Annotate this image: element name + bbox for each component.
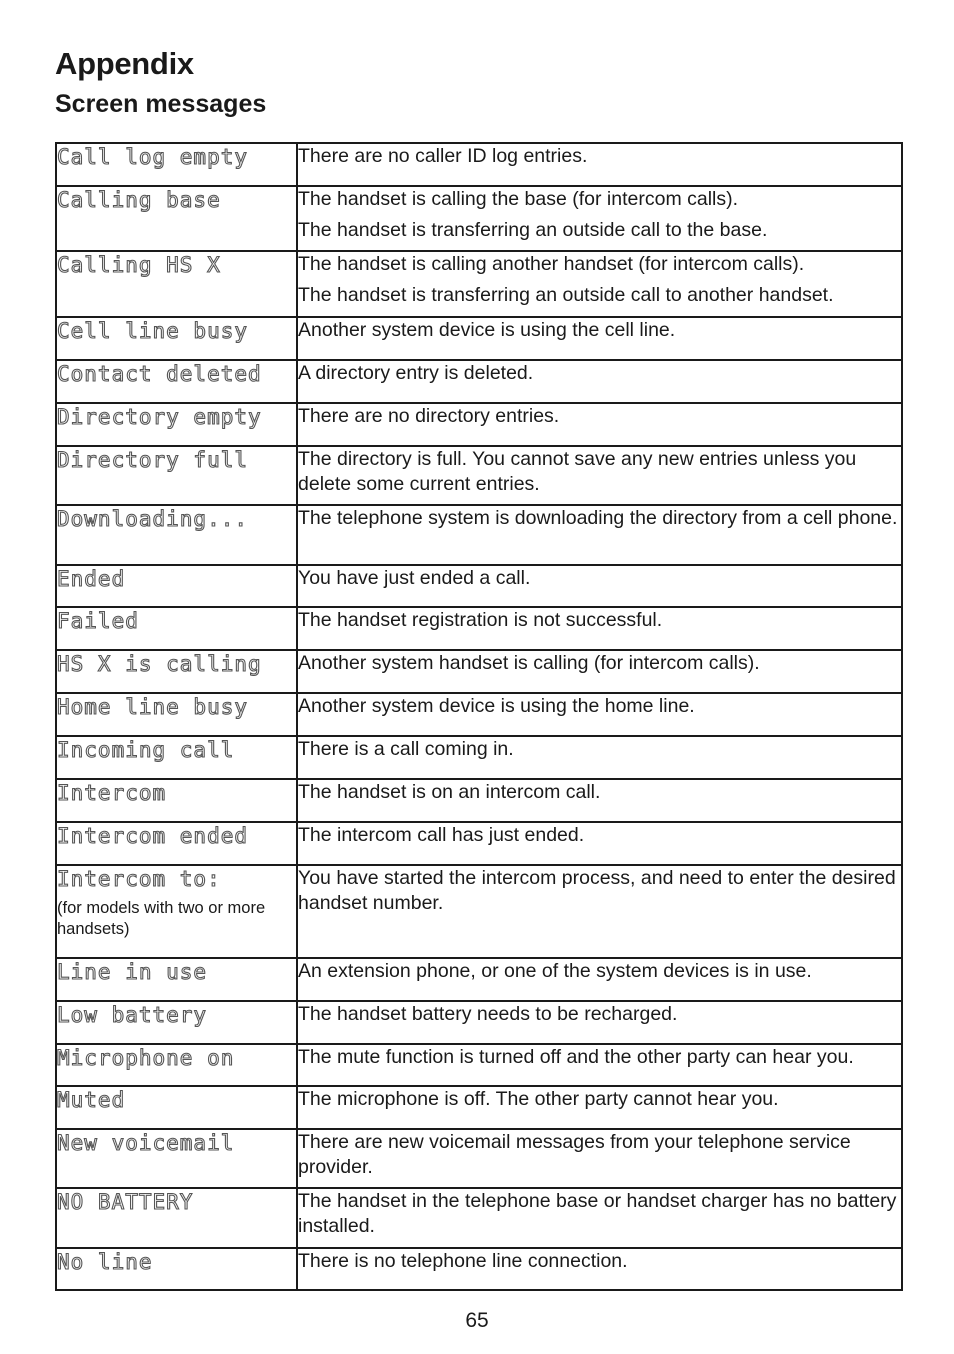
table-row bbox=[56, 607, 902, 650]
description-text: You have started the intercom process, and need to enter the desired handset number. bbox=[298, 867, 896, 914]
description-text: A directory entry is deleted. bbox=[298, 362, 534, 384]
screen-messages-table bbox=[55, 142, 903, 1291]
screen-message-text: Ended bbox=[57, 567, 126, 591]
description-cell bbox=[297, 1188, 902, 1248]
description-cell bbox=[297, 1001, 902, 1044]
description-cell bbox=[297, 779, 902, 822]
description-text: The mute function is turned off and the other party can hear you. bbox=[298, 1046, 854, 1068]
screen-message-cell bbox=[56, 446, 297, 505]
table-row bbox=[56, 505, 902, 565]
table-row bbox=[56, 251, 902, 317]
description-cell bbox=[297, 317, 902, 360]
screen-message-cell bbox=[56, 565, 297, 607]
screen-message-text: Directory empty bbox=[57, 405, 262, 429]
description-cell bbox=[297, 650, 902, 693]
screen-message-text: Calling HS X bbox=[57, 253, 221, 277]
screen-message-cell bbox=[56, 360, 297, 403]
description-text: There is no telephone line connection. bbox=[298, 1250, 628, 1272]
table-row bbox=[56, 1044, 902, 1086]
table-row bbox=[56, 865, 902, 958]
description-text: An extension phone, or one of the system devices is in use. bbox=[298, 960, 812, 982]
table-row bbox=[56, 693, 902, 736]
description-text: The telephone system is downloading the directory from a cell phone. bbox=[298, 507, 898, 529]
description-cell bbox=[297, 607, 902, 650]
description-cell bbox=[297, 565, 902, 607]
table-row bbox=[56, 446, 902, 505]
screen-message-text: Failed bbox=[57, 609, 139, 633]
screen-message-cell bbox=[56, 317, 297, 360]
screen-message-cell bbox=[56, 1044, 297, 1086]
description-cell bbox=[297, 403, 902, 446]
screen-message-cell bbox=[56, 1001, 297, 1044]
table-row bbox=[56, 1248, 902, 1290]
screen-message-cell bbox=[56, 693, 297, 736]
description-cell bbox=[297, 446, 902, 505]
screen-message-cell bbox=[56, 403, 297, 446]
description-text: The directory is full. You cannot save any new entries unless you delete some current entries. bbox=[298, 448, 857, 495]
screen-message-text: Call log empty bbox=[57, 145, 249, 169]
table-row bbox=[56, 143, 902, 186]
description-cell bbox=[297, 360, 902, 403]
table-row bbox=[56, 565, 902, 607]
page-title: Appendix bbox=[55, 46, 194, 81]
screen-message-cell bbox=[56, 822, 297, 865]
description-text: Another system device is using the home line. bbox=[298, 695, 695, 717]
screen-message-text: Directory full bbox=[57, 448, 249, 472]
description-cell bbox=[297, 251, 902, 317]
table-row bbox=[56, 360, 902, 403]
description-cell bbox=[297, 1248, 902, 1290]
screen-message-cell bbox=[56, 505, 297, 565]
table-row bbox=[56, 1001, 902, 1044]
description-text: You have just ended a call. bbox=[298, 567, 531, 589]
table-row bbox=[56, 403, 902, 446]
screen-message-cell bbox=[56, 186, 297, 251]
description-text: The handset is transferring an outside call to the base. bbox=[298, 219, 768, 241]
description-cell bbox=[297, 822, 902, 865]
description-text: The handset battery needs to be recharged. bbox=[298, 1003, 678, 1025]
screen-message-cell bbox=[56, 251, 297, 317]
screen-message-cell bbox=[56, 958, 297, 1001]
description-text: The handset is calling the base (for intercom calls). bbox=[298, 188, 739, 210]
screen-message-text: Contact deleted bbox=[57, 362, 262, 386]
screen-message-text: NO BATTERY bbox=[57, 1190, 194, 1214]
page-number: 65 bbox=[465, 1309, 489, 1332]
screen-message-cell bbox=[56, 1248, 297, 1290]
description-cell bbox=[297, 1086, 902, 1129]
screen-message-text: Intercom bbox=[57, 781, 167, 805]
screen-message-text: No line bbox=[57, 1250, 153, 1274]
table-row bbox=[56, 736, 902, 779]
table-row bbox=[56, 186, 902, 251]
description-text: The microphone is off. The other party cannot hear you. bbox=[298, 1088, 779, 1110]
screen-message-cell bbox=[56, 865, 297, 958]
description-text: The handset registration is not successful. bbox=[298, 609, 663, 631]
screen-message-cell bbox=[56, 779, 297, 822]
description-text: The handset is transferring an outside call to another handset. bbox=[298, 284, 834, 306]
description-cell bbox=[297, 186, 902, 251]
screen-message-text: Low battery bbox=[57, 1003, 208, 1027]
screen-message-text: New voicemail bbox=[57, 1131, 235, 1155]
description-cell bbox=[297, 736, 902, 779]
screen-message-note: (for models with two or more handsets) bbox=[57, 899, 266, 938]
screen-message-text: Downloading... bbox=[57, 507, 249, 531]
screen-message-cell bbox=[56, 1129, 297, 1188]
description-cell bbox=[297, 505, 902, 565]
screen-message-text: Calling base bbox=[57, 188, 221, 212]
screen-message-cell bbox=[56, 736, 297, 779]
screen-message-text: HS X is calling bbox=[57, 652, 262, 676]
screen-message-text: Muted bbox=[57, 1088, 126, 1112]
description-text: The handset is on an intercom call. bbox=[298, 781, 601, 803]
description-text: There are no directory entries. bbox=[298, 405, 560, 427]
description-cell bbox=[297, 1129, 902, 1188]
screen-message-text: Intercom to: bbox=[57, 867, 221, 891]
screen-message-text: Incoming call bbox=[57, 738, 235, 762]
description-cell bbox=[297, 1044, 902, 1086]
screen-message-text: Microphone on bbox=[57, 1046, 235, 1070]
description-text: There are new voicemail messages from your telephone service provider. bbox=[298, 1131, 851, 1178]
table-row bbox=[56, 650, 902, 693]
table-body bbox=[56, 143, 902, 1290]
screen-message-cell bbox=[56, 143, 297, 186]
table-row bbox=[56, 1086, 902, 1129]
description-text: There is a call coming in. bbox=[298, 738, 514, 760]
description-text: The intercom call has just ended. bbox=[298, 824, 585, 846]
table-row bbox=[56, 317, 902, 360]
description-cell bbox=[297, 958, 902, 1001]
screen-message-cell bbox=[56, 1188, 297, 1248]
table-row bbox=[56, 1129, 902, 1188]
description-cell bbox=[297, 693, 902, 736]
screen-message-text: Home line busy bbox=[57, 695, 249, 719]
screen-message-cell bbox=[56, 1086, 297, 1129]
description-text: The handset in the telephone base or handset charger has no battery installed. bbox=[298, 1190, 897, 1237]
description-cell bbox=[297, 865, 902, 958]
screen-message-text: Line in use bbox=[57, 960, 208, 984]
screen-message-cell bbox=[56, 650, 297, 693]
screen-message-text: Cell line busy bbox=[57, 319, 249, 343]
table-row bbox=[56, 1188, 902, 1248]
description-cell bbox=[297, 143, 902, 186]
table-row bbox=[56, 958, 902, 1001]
section-title: Screen messages bbox=[55, 90, 267, 118]
screen-message-text: Intercom ended bbox=[57, 824, 249, 848]
description-text: Another system handset is calling (for intercom calls). bbox=[298, 652, 760, 674]
table-row bbox=[56, 779, 902, 822]
description-text: Another system device is using the cell line. bbox=[298, 319, 676, 341]
description-text: The handset is calling another handset (for intercom calls). bbox=[298, 253, 805, 275]
table-row bbox=[56, 822, 902, 865]
screen-message-cell bbox=[56, 607, 297, 650]
description-text: There are no caller ID log entries. bbox=[298, 145, 588, 167]
